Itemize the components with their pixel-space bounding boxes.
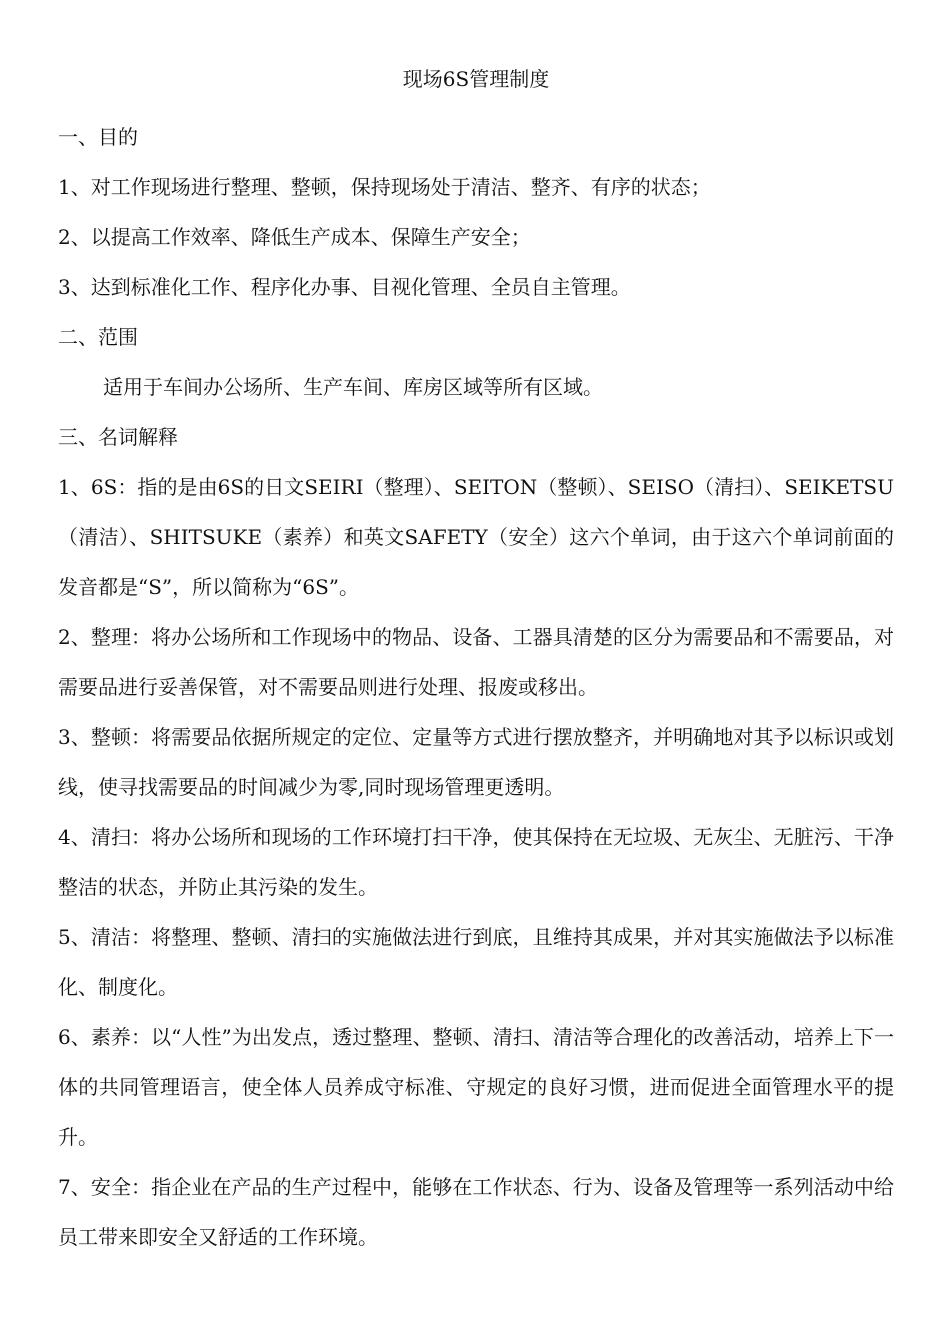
purpose-item-1: 1、对工作现场进行整理、整顿，保持现场处于清洁、整齐、有序的状态； <box>58 175 711 199</box>
scope-text: 适用于车间办公场所、生产车间、库房区域等所有区域。 <box>103 375 603 399</box>
section-heading-scope: 二、范围 <box>58 325 138 349</box>
term-item-seiri: 2、整理：将办公场所和工作现场中的物品、设备、工器具清楚的区分为需要品和不需要品，对需要品进行妥善保管，对不需要品则进行处理、报废或移出。 <box>58 625 894 699</box>
term-item-seiton: 3、整顿：将需要品依据所规定的定位、定量等方式进行摆放整齐，并明确地对其予以标识或划线，使寻找需要品的时间减少为零,同时现场管理更透明。 <box>58 725 894 799</box>
term-item-6s: 1、6S：指的是由6S的日文SEIRI（整理）、SEITON（整顿）、SEISO（清扫）、SEIKETSU（清洁）、SHITSUKE（素养）和英文SAFETY（安全）这六个单词，由于这六个单词前面的发音都是“S”，所以简称为“6S”。 <box>58 475 894 599</box>
purpose-item-3: 3、达到标准化工作、程序化办事、目视化管理、全员自主管理。 <box>58 275 631 299</box>
term-item-safety: 7、安全：指企业在产品的生产过程中，能够在工作状态、行为、设备及管理等一系列活动中给员工带来即安全又舒适的工作环境。 <box>58 1175 894 1249</box>
purpose-item-2: 2、以提高工作效率、降低生产成本、保障生产安全； <box>58 225 531 249</box>
document-title: 现场6S管理制度 <box>402 67 550 91</box>
section-heading-terms: 三、名词解释 <box>58 425 178 449</box>
document-page <box>58 62 894 1262</box>
term-item-seiso: 4、清扫：将办公场所和现场的工作环境打扫干净，使其保持在无垃圾、无灰尘、无脏污、干净整洁的状态，并防止其污染的发生。 <box>58 825 894 899</box>
term-item-seiketsu: 5、清洁：将整理、整顿、清扫的实施做法进行到底，且维持其成果，并对其实施做法予以标准化、制度化。 <box>58 925 894 999</box>
term-item-shitsuke: 6、素养：以“人性”为出发点，透过整理、整顿、清扫、清洁等合理化的改善活动，培养上下一体的共同管理语言，使全体人员养成守标准、守规定的良好习惯，进而促进全面管理水平的提升。 <box>58 1025 894 1149</box>
section-heading-purpose: 一、目的 <box>58 125 138 149</box>
